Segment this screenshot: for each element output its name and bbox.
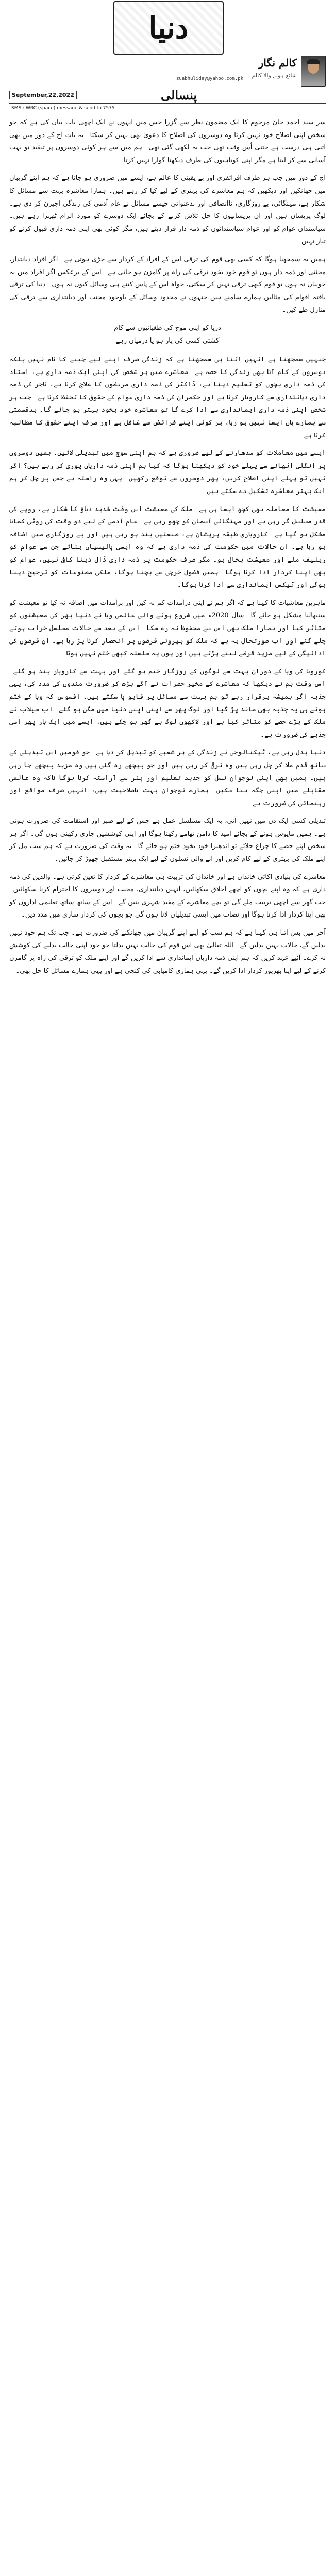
verse: دریا کو اپنی موج کی طغیانیوں سے کام کشتی کسی کی پار ہو یا درمیاں رہے [114, 324, 221, 345]
paragraph: آج کے دور میں جب ہر طرف افراتفری اور بے یقینی کا عالم ہے، ایسے میں ضروری ہو جاتا ہے کہ ہم اپنے گریبان میں جھانکیں اور دیکھیں کہ ہم معاشرے کی بہتری کے لیے کیا کر رہے ہیں۔ ہمارا معاشرہ بہت سے مسائل کا شکار ہے، مہنگائی، بے روزگاری، ناانصافی اور بدعنوانی جیسے مسائل نے عام آدمی کی زندگی اجیرن کر دی ہے۔ لوگ پریشان ہیں اور ان پریشانیوں کا حل تلاش کرنے کے بجائے ایک دوسرے کو مورد الزام ٹھہرا رہے ہیں۔ سیاستدان عوام کو اور عوام سیاستدانوں کو ذمہ دار قرار دیتے ہیں، مگر کوئی بھی اپنی ذمہ داری قبول کرنے کو تیار نہیں۔ [9, 174, 326, 246]
article-body [9, 116, 326, 982]
column-title: پنسالی [161, 88, 197, 103]
newspaper-masthead-logo [113, 1, 224, 55]
publish-date: September,22,2022 [9, 91, 77, 99]
paragraph: ہمیں یہ سمجھنا ہوگا کہ کسی بھی قوم کی ترقی اس کے افراد کے کردار سے جڑی ہوتی ہے۔ اگر افراد دیانتدار، محنتی اور ذمہ دار ہوں تو قوم خود بخود ترقی کی راہ پر گامزن ہو جاتی ہے۔ اس کے برعکس اگر افراد میں یہ خوبیاں نہ ہوں تو قوم کبھی ترقی نہیں کر سکتی، خواہ اس کے پاس کتنے ہی وسائل کیوں نہ ہوں۔ دنیا کی ترقی یافتہ اقوام کی مثالیں ہمارے سامنے ہیں جنہوں نے محدود وسائل کے باوجود محنت اور دیانتداری سے ترقی کی منازل طے کیں۔ [9, 255, 326, 314]
paragraph: ایسے میں معاملات کو سدھارنے کے لیے ضروری ہے کہ ہم اپنی سوچ میں تبدیلی لائیں۔ ہمیں دوسروں پر انگلی اٹھانے سے پہلے خود کو دیکھنا ہوگا کہ کیا ہم اپنی ذمہ داریاں پوری کر رہے ہیں؟ اگر نہیں تو پہلے اپنی اصلاح کریں، پھر دوسروں سے توقع رکھیں۔ یہی وہ راستہ ہے جس پر چل کر ہم ایک بہتر معاشرہ تشکیل دے سکتے ہیں۔ [9, 449, 326, 496]
paragraph: آخر میں بس اتنا ہی کہنا ہے کہ ہم سب کو اپنے اپنے گریبان میں جھانکنے کی ضرورت ہے۔ جب تک ہم خود نہیں بدلیں گے، حالات نہیں بدلیں گے۔ اللہ تعالیٰ بھی اس قوم کی حالت نہیں بدلتا جو خود اپنی حالت بدلنے کی کوشش نہ کرے۔ آئیے عہد کریں کہ ہم اپنی ذمہ داریاں ایمانداری سے ادا کریں گے اور اپنے ملک کو ترقی کی راہ پر گامزن کرنے کے لیے اپنا بھرپور کردار ادا کریں گے۔ یہی ہماری کامیابی کی کنجی ہے اور یہی ہمارے مسائل کا حل بھی۔ [9, 929, 326, 975]
author-email[interactable]: zuabhulidey@yahoo.com.pk [176, 76, 243, 81]
page-header [0, 0, 335, 82]
paragraph: کورونا کی وبا کے دوران بہت سے لوگوں کے روزگار ختم ہو گئے اور بہت سے کاروبار بند ہو گئے۔ اس وقت ہم نے دیکھا کہ معاشرے کے مخیر حضرات نے آگے بڑھ کر ضرورت مندوں کی مدد کی، یہی جذبہ اگر ہمیشہ برقرار رہے تو ہم بہت سے مسائل پر قابو پا سکتے ہیں۔ افسوس کہ وبا کے ختم ہوتے ہی یہ جذبہ بھی ماند پڑ گیا اور لوگ پھر سے اپنی اپنی دنیا میں مگن ہو گئے۔ اب سیلاب نے ملک کے بڑے حصے کو متاثر کیا ہے اور لاکھوں لوگ بے گھر ہو چکے ہیں، ایسے میں ایک بار پھر اسی جذبے کی ضرورت ہے۔ [9, 667, 326, 739]
author-photo [301, 56, 326, 87]
author-subtitle: شائع ہونے والا کالم [252, 72, 297, 79]
author-name: کالم نگار [258, 57, 297, 69]
paragraph: سر سید احمد خان مرحوم کا ایک مضمون نظر سے گزرا جس میں انہوں نے ایک اچھی بات بیان کی ہے کہ جو شخص اپنی اصلاح خود نہیں کرتا وہ دوسروں کی اصلاح کا دعویٰ بھی نہیں کر سکتا۔ یہ بات آج کے دور میں بھی اتنی ہی درست ہے جتنی اُس وقت تھی جب یہ لکھی گئی تھی۔ ہم میں سے ہر کوئی دوسروں پر تنقید تو بہت آسانی سے کر لیتا ہے مگر اپنی کوتاہیوں کی طرف دیکھنا گوارا نہیں کرتا۔ [9, 118, 326, 164]
paragraph: جنہیں سمجھنا ہے انہیں اتنا ہی سمجھنا ہے کہ زندگی صرف اپنے لیے جینے کا نام نہیں بلکہ دوسروں کے کام آنا بھی زندگی کا حصہ ہے۔ معاشرے میں ہر شخص کی اپنی ایک ذمہ داری ہے، استاد کی ذمہ داری بچوں کو تعلیم دینا ہے، ڈاکٹر کی ذمہ داری مریضوں کا علاج کرنا ہے، تاجر کی ذمہ داری دیانتداری سے کاروبار کرنا ہے اور حکمران کی ذمہ داری عوام کے حقوق کا تحفظ کرنا ہے۔ جب ہر شخص اپنی ذمہ داری ایمانداری سے ادا کرے گا تو معاشرہ خود بخود بہتر ہو جائے گا۔ بدقسمتی سے ہمارے ہاں ایسا نہیں ہو رہا، ہر کوئی اپنے فرائض سے غافل ہے اور صرف اپنے حقوق کا مطالبہ کرتا ہے۔ [9, 355, 326, 439]
paragraph: معاشرے کی بنیادی اکائی خاندان ہے اور خاندان کی تربیت ہی معاشرے کے کردار کا تعین کرتی ہے۔ والدین کی ذمہ داری ہے کہ وہ اپنے بچوں کو اچھے اخلاق سکھائیں، انہیں دیانتداری، محنت اور دوسروں کا احترام کرنا سکھائیں۔ جب گھر سے اچھی تربیت ملے گی تو بچے معاشرے کے مفید شہری بنیں گے۔ اس کے ساتھ ساتھ تعلیمی اداروں کو بھی اپنا کردار ادا کرنا ہوگا اور نصاب میں ایسی تبدیلیاں لانا ہوں گی جو بچوں کی کردار سازی میں مدد دیں۔ [9, 873, 326, 919]
masthead-title: دنیا [148, 10, 189, 45]
paragraph: ماہرین معاشیات کا کہنا ہے کہ اگر ہم نے اپنی درآمدات کم نہ کیں اور برآمدات میں اضافہ نہ کیا تو معیشت کو سنبھالنا مشکل ہو جائے گا۔ سال 2020ء میں شروع ہونے والی عالمی وبا نے دنیا بھر کی معیشتوں کو متاثر کیا اور ہمارا ملک بھی اس سے محفوظ نہ رہ سکا۔ اس کے بعد سے حالات مسلسل خراب ہوتے چلے گئے اور اب صورتحال یہ ہے کہ ملک کو بیرونی قرضوں پر انحصار کرنا پڑ رہا ہے۔ ان قرضوں کی ادائیگی کے لیے مزید قرضے لینے پڑتے ہیں اور یوں یہ سلسلہ کبھی ختم نہیں ہوتا۔ [9, 599, 326, 658]
paragraph: معیشت کا معاملہ بھی کچھ ایسا ہی ہے۔ ملک کی معیشت اس وقت شدید دباؤ کا شکار ہے، روپے کی قدر مسلسل گر رہی ہے اور مہنگائی آسمان کو چھو رہی ہے۔ عام آدمی کے لیے دو وقت کی روٹی کمانا مشکل ہو گیا ہے۔ کاروباری طبقہ پریشان ہے، صنعتیں بند ہو رہی ہیں اور بے روزگاری میں اضافہ ہو رہا ہے۔ ان حالات میں حکومت کی ذمہ داری ہے کہ وہ ایسی پالیسیاں بنائے جن سے عوام کو ریلیف ملے اور معیشت بحال ہو۔ مگر صرف حکومت پر ذمہ داری ڈال دینا کافی نہیں، عوام کو بھی اپنا کردار ادا کرنا ہوگا۔ ہمیں فضول خرچی سے بچنا ہوگا، ملکی مصنوعات کو ترجیح دینا ہوگی اور ٹیکس ایمانداری سے ادا کرنا ہوگا۔ [9, 505, 326, 589]
sms-bar: SMS : WRC (space) message & send to 7575 [9, 103, 326, 113]
paragraph: تبدیلی کسی ایک دن میں نہیں آتی، یہ ایک مسلسل عمل ہے جس کے لیے صبر اور استقامت کی ضرورت ہوتی ہے۔ ہمیں مایوس ہونے کے بجائے امید کا دامن تھامے رکھنا ہوگا اور اپنی کوششیں جاری رکھنی ہوں گی۔ اگر ہر شخص اپنے حصے کا چراغ جلائے تو اندھیرا خود بخود ختم ہو جائے گا۔ یہ وقت کی ضرورت ہے کہ ہم سب مل کر اپنے ملک کی بہتری کے لیے کام کریں اور آنے والی نسلوں کے لیے ایک بہتر مستقبل چھوڑ کر جائیں۔ [9, 817, 326, 863]
paragraph: دنیا بدل رہی ہے، ٹیکنالوجی نے زندگی کے ہر شعبے کو تبدیل کر دیا ہے۔ جو قومیں اس تبدیلی کے ساتھ قدم ملا کر چل رہی ہیں وہ ترقی کر رہی ہیں اور جو پیچھے رہ گئی ہیں وہ مزید پیچھے جا رہی ہیں۔ ہمیں بھی اپنی نوجوان نسل کو جدید تعلیم اور ہنر سے آراستہ کرنا ہوگا تاکہ وہ عالمی مقابلے میں اپنی جگہ بنا سکیں۔ ہمارے نوجوان بہت باصلاحیت ہیں، انہیں صرف مواقع اور رہنمائی کی ضرورت ہے۔ [9, 749, 326, 807]
